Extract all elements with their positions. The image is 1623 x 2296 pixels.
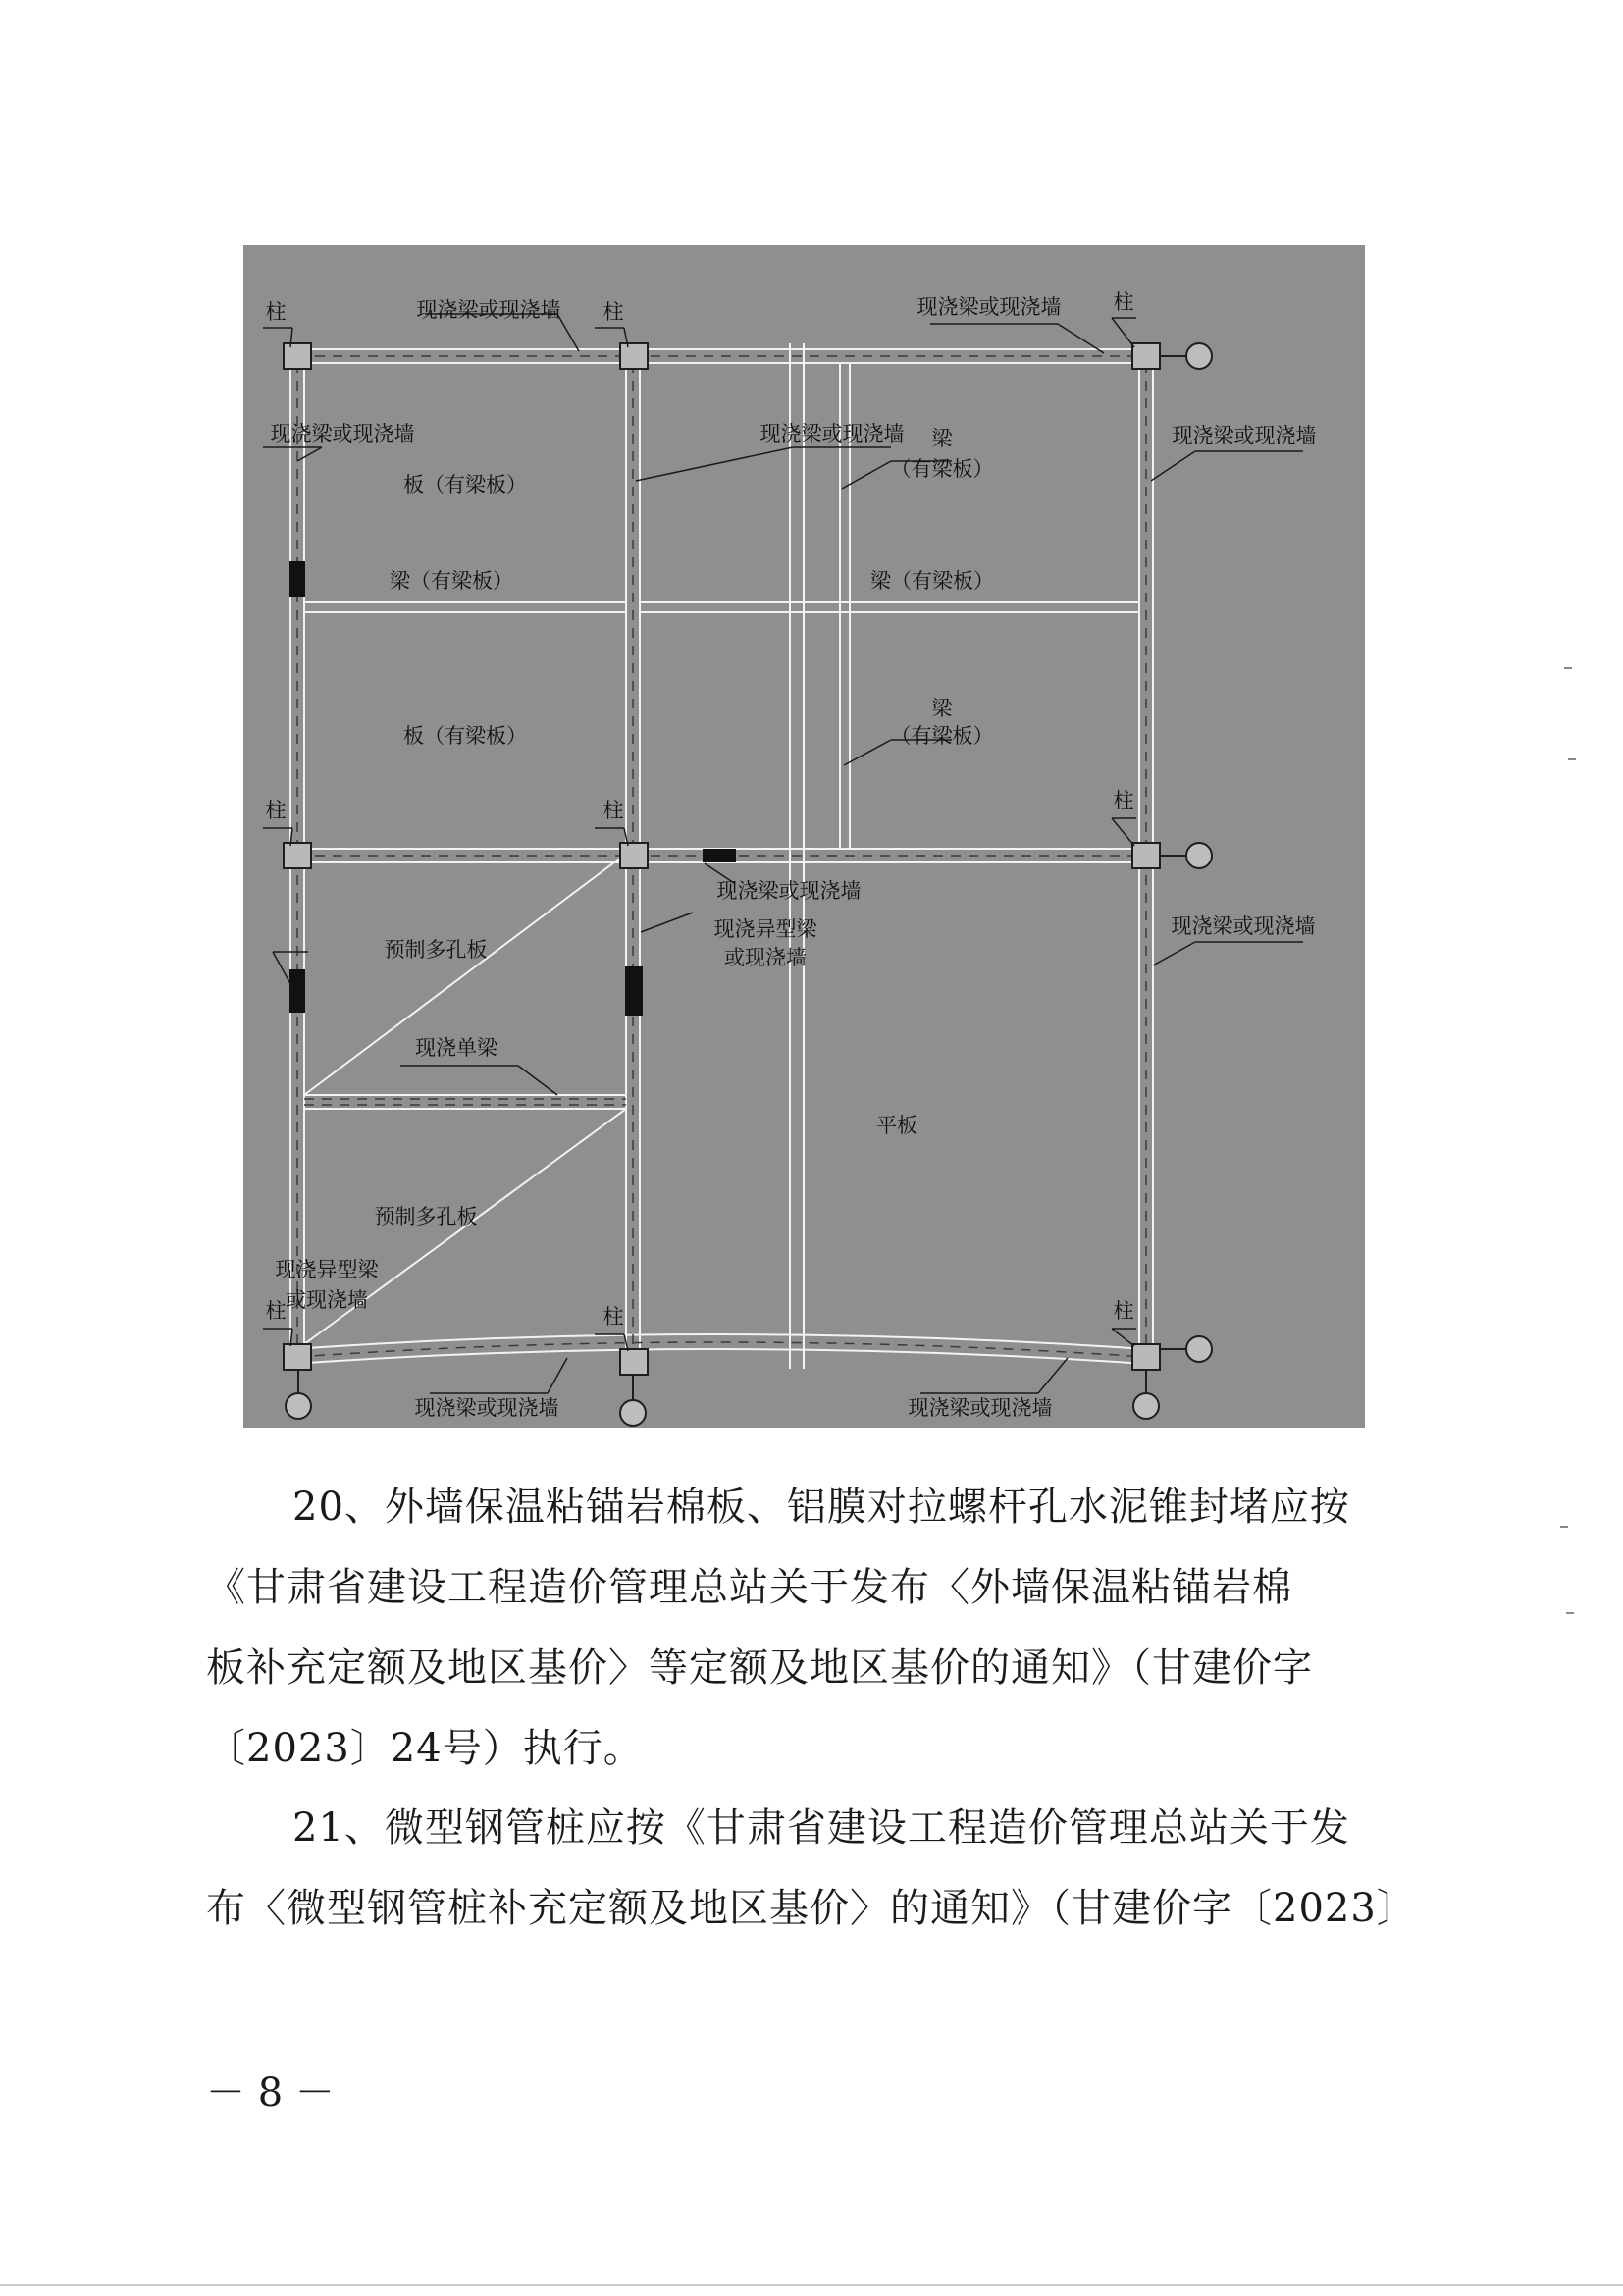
precast-slab-label: 预制多孔板 bbox=[374, 1205, 478, 1228]
paragraph-line: 布〈微型钢管桩补充定额及地区基价〉的通知》（甘建价字〔2023〕 bbox=[206, 1886, 1417, 1931]
scan-edge bbox=[0, 2284, 1623, 2286]
paragraph-21 bbox=[206, 1788, 1423, 1949]
beam-label: 梁 bbox=[931, 697, 953, 720]
beam-label: 现浇梁或现浇墙 bbox=[716, 879, 862, 903]
beam-label: 梁 bbox=[931, 427, 953, 450]
precast-slab-label: 预制多孔板 bbox=[384, 938, 488, 962]
column-label: 柱 bbox=[602, 1305, 624, 1329]
beam-label: 现浇梁或现浇墙 bbox=[916, 295, 1062, 319]
single-beam-label: 现浇单梁 bbox=[415, 1036, 497, 1060]
wall-label: 现浇梁或现浇墙 bbox=[270, 422, 415, 445]
column-label: 柱 bbox=[1113, 789, 1134, 812]
special-beam-label: 或现浇墙 bbox=[286, 1288, 368, 1312]
paragraph-20 bbox=[206, 1467, 1423, 1789]
page-number: － 8 － bbox=[206, 2070, 335, 2115]
column-label: 柱 bbox=[602, 799, 624, 822]
paragraph-line: 板补充定额及地区基价〉等定额及地区基价的通知》（甘建价字 bbox=[206, 1645, 1313, 1691]
column-label: 柱 bbox=[265, 1299, 287, 1323]
special-beam-label: 现浇异型梁 bbox=[275, 1258, 379, 1281]
scan-mark bbox=[1568, 758, 1576, 760]
column-label: 柱 bbox=[602, 300, 624, 324]
wall-label: 现浇梁或现浇墙 bbox=[1172, 424, 1317, 447]
beam-label: 现浇梁或现浇墙 bbox=[414, 1396, 559, 1420]
paragraph-line: 《甘肃省建设工程造价管理总站关于发布〈外墙保温粘锚岩棉 bbox=[206, 1565, 1292, 1610]
special-beam-label: 现浇异型梁 bbox=[713, 917, 817, 941]
paragraph-line: 〔2023〕24号）执行。 bbox=[206, 1726, 644, 1771]
beam-label: 现浇梁或现浇墙 bbox=[416, 298, 561, 322]
beam-label: 梁（有梁板） bbox=[870, 569, 994, 593]
paragraph-line: 21、微型钢管桩应按《甘肃省建设工程造价管理总站关于发 bbox=[292, 1805, 1350, 1851]
column-label: 柱 bbox=[265, 799, 287, 822]
beam-label: （有梁板） bbox=[890, 457, 994, 481]
wall-label: 现浇梁或现浇墙 bbox=[1171, 914, 1316, 938]
beam-label: （有梁板） bbox=[890, 724, 994, 748]
structural-plan-diagram bbox=[243, 245, 1365, 1428]
column-label: 柱 bbox=[1113, 290, 1134, 314]
column-label: 柱 bbox=[265, 300, 287, 324]
slab-label: 板（有梁板） bbox=[403, 473, 527, 496]
scan-mark bbox=[1564, 667, 1572, 669]
scan-mark bbox=[1560, 1526, 1568, 1528]
paragraph-line: 20、外墙保温粘锚岩棉板、铝膜对拉螺杆孔水泥锥封堵应按 bbox=[292, 1485, 1350, 1530]
beam-label: 现浇梁或现浇墙 bbox=[908, 1396, 1053, 1420]
flat-slab-label: 平板 bbox=[876, 1114, 917, 1137]
special-beam-label: 或现浇墙 bbox=[724, 946, 807, 969]
scan-mark bbox=[1566, 1612, 1574, 1614]
beam-label: 梁（有梁板） bbox=[390, 569, 513, 593]
slab-label: 板（有梁板） bbox=[403, 724, 527, 748]
column-label: 柱 bbox=[1113, 1299, 1134, 1323]
wall-label: 现浇梁或现浇墙 bbox=[759, 422, 905, 445]
